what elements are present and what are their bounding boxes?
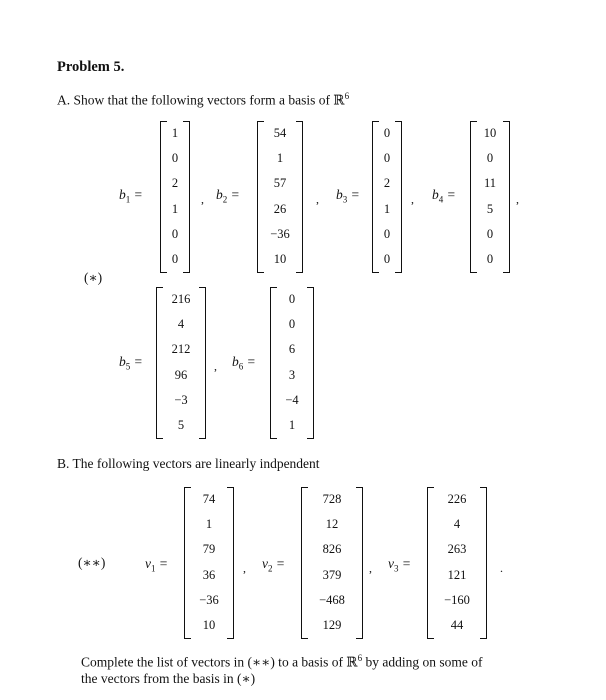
vector-entry: 26: [273, 201, 287, 216]
vector-entry: 0: [486, 252, 494, 267]
right-bracket: [296, 121, 303, 273]
right-bracket: [503, 121, 510, 273]
vector-v3: [427, 487, 487, 639]
vector-entry: 3: [288, 367, 296, 382]
comma: ,: [369, 561, 372, 575]
vector-entry: 0: [383, 252, 391, 267]
vector-entry: 0: [288, 317, 296, 331]
part-b-star-label: (∗∗): [78, 555, 106, 570]
vector-entry: 36: [202, 567, 216, 582]
left-bracket: [160, 121, 167, 273]
vector-entry: 1: [205, 517, 213, 531]
left-bracket: [372, 121, 379, 273]
vector-entry: 728: [322, 491, 342, 506]
vector-entry: −36: [199, 593, 219, 607]
left-bracket: [470, 121, 477, 273]
vector-entry: 216: [171, 291, 191, 306]
vector-entry: 0: [486, 151, 494, 165]
vector-entry: 11: [483, 176, 497, 191]
vector-entry: 0: [288, 291, 296, 306]
vector-entry: 44: [450, 618, 464, 633]
vector-entry: 4: [177, 317, 185, 331]
left-bracket: [257, 121, 264, 273]
right-bracket: [307, 287, 314, 439]
vector-entry: −36: [270, 227, 290, 241]
comma: ,: [411, 192, 414, 206]
comma: ,: [214, 359, 217, 373]
left-bracket: [270, 287, 277, 439]
left-bracket: [427, 487, 434, 639]
vector-entry: 0: [171, 151, 179, 165]
right-bracket: [183, 121, 190, 273]
vector-label-b1: $b_1$ =: [119, 187, 143, 205]
vector-entry: 2: [171, 176, 179, 191]
comma: ,: [243, 561, 246, 575]
vector-b5: [156, 287, 206, 439]
vector-entry: 129: [322, 618, 342, 633]
right-bracket: [356, 487, 363, 639]
vector-entry: 10: [202, 618, 216, 633]
vector-entry: 1: [276, 151, 284, 165]
vector-b3: [372, 121, 402, 273]
vector-entry: 121: [447, 567, 467, 582]
left-bracket: [301, 487, 308, 639]
vector-label-b4: $b_4$ =: [432, 187, 456, 205]
vector-entry: 2: [383, 176, 391, 191]
right-bracket: [395, 121, 402, 273]
vector-entry: 6: [288, 342, 296, 357]
vector-b2: [257, 121, 303, 273]
part-b-prompt: B. The following vectors are linearly indpendent: [57, 456, 320, 471]
vector-entry: 212: [171, 342, 191, 357]
vector-entry: 12: [325, 517, 339, 531]
vector-entry: −4: [285, 393, 299, 407]
vector-b6: [270, 287, 314, 439]
right-bracket: [227, 487, 234, 639]
right-bracket: [199, 287, 206, 439]
vector-entry: 5: [177, 418, 185, 433]
part-a-prompt-exponent: 6: [344, 91, 350, 101]
vector-entry: 74: [202, 491, 216, 506]
vector-entry: 57: [273, 176, 287, 191]
vector-b4: [470, 121, 510, 273]
vector-entry: 5: [486, 201, 494, 216]
vector-entry: 226: [447, 491, 467, 506]
vector-label-v3: $v_3$ =: [388, 556, 411, 574]
vector-entry: 826: [322, 542, 342, 557]
vector-entry: 1: [383, 201, 391, 216]
vector-entry: 79: [202, 542, 216, 557]
comma: ,: [316, 192, 319, 206]
vector-entry: −468: [319, 593, 345, 607]
comma: ,: [201, 192, 204, 206]
vector-entry: 0: [383, 125, 391, 140]
vector-label-b2: $b_2$ =: [216, 187, 240, 205]
comma: ,: [516, 192, 519, 206]
vector-entry: 10: [483, 125, 497, 140]
footer-line-2: the vectors from the basis in (∗): [81, 671, 256, 686]
vector-entry: 0: [383, 227, 391, 241]
vector-entry: 263: [447, 542, 467, 557]
vector-entry: 96: [174, 367, 188, 382]
left-bracket: [156, 287, 163, 439]
vector-v1: [184, 487, 234, 639]
vector-entry: 0: [486, 227, 494, 241]
problem-title: Problem 5.: [57, 59, 125, 75]
vector-label-b6: $b_6$ =: [232, 354, 256, 372]
vector-entry: 1: [288, 418, 296, 433]
vector-entry: 1: [171, 125, 179, 140]
vector-entry: 0: [171, 227, 179, 241]
vector-v2: [301, 487, 363, 639]
vector-label-b3: $b_3$ =: [336, 187, 360, 205]
left-bracket: [184, 487, 191, 639]
period: .: [500, 561, 503, 575]
vector-entry: 0: [383, 151, 391, 165]
vector-entry: 4: [453, 517, 461, 531]
vector-entry: 1: [171, 201, 179, 216]
vector-entry: −3: [174, 393, 188, 407]
vector-entry: 54: [273, 125, 287, 140]
vector-entry: 10: [273, 252, 287, 267]
vector-entry: 0: [171, 252, 179, 267]
right-bracket: [480, 487, 487, 639]
vector-entry: 379: [322, 567, 342, 582]
vector-label-v1: $v_1$ =: [145, 556, 168, 574]
part-a-star-label: (∗): [84, 270, 103, 285]
part-a-prompt: [57, 91, 349, 109]
vector-b1: [160, 121, 190, 273]
vector-label-b5: $b_5$ =: [119, 354, 143, 372]
footer-line-1: Complete the list of vectors in (∗∗) to a basis of ℝ$^6$ by adding on some of: [81, 653, 483, 670]
vector-entry: −160: [444, 593, 470, 607]
part-a-prompt-text: A. Show that the following vectors form a basis of ℝ: [57, 92, 345, 108]
vector-label-v2: $v_2$ =: [262, 556, 285, 574]
